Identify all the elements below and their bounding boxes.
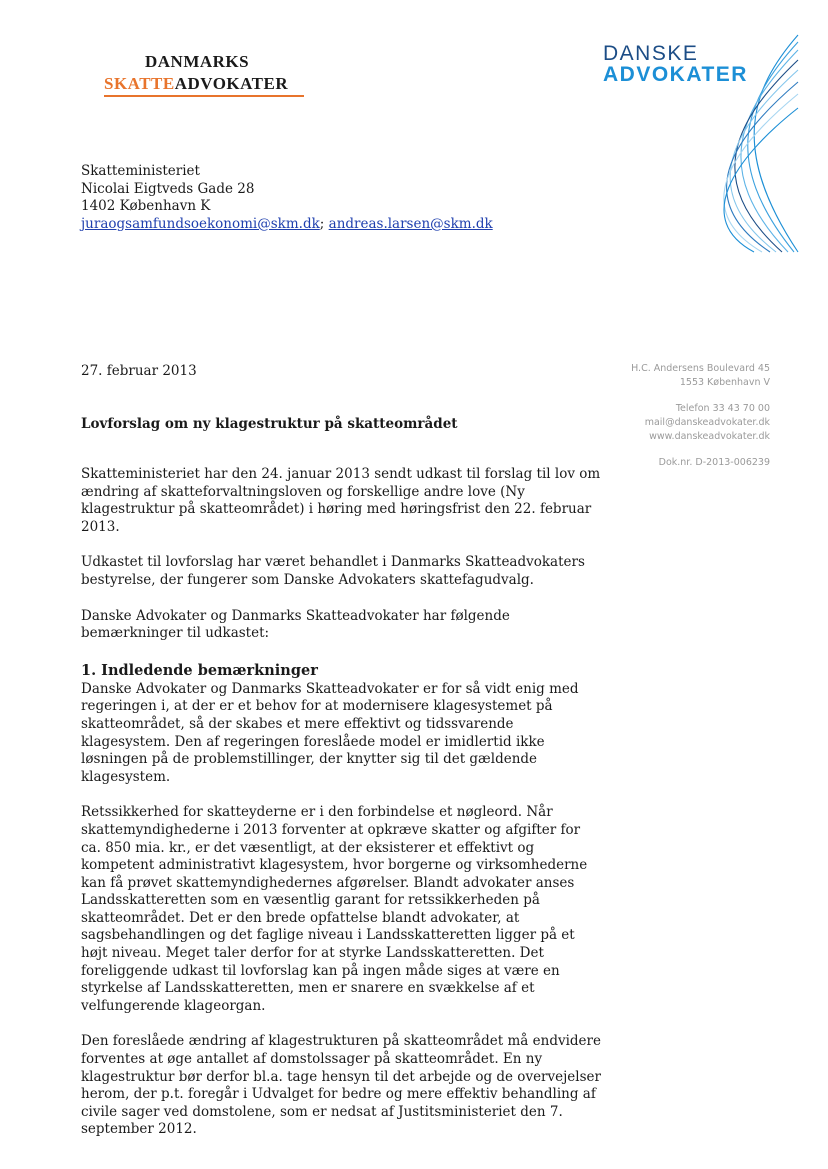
paragraph-2: Udkastet til lovforslag har været behandlet i Danmarks Skatteadvokaters bestyrelse, der fungerer som Danske Advokaters skattefagudvalg. xyxy=(81,554,585,588)
section-heading-1: 1. Indledende bemærkninger xyxy=(81,661,318,679)
sender-phone: Telefon 33 43 70 00 xyxy=(675,403,770,414)
logo-advokater: ADVOKATER xyxy=(174,74,289,93)
logo-line-danmarks: DANMARKS xyxy=(145,52,250,71)
sender-address2: 1553 København V xyxy=(679,377,770,388)
paragraph-4: Danske Advokater og Danmarks Skatteadvokater er for så vidt enig med regeringen i, at der er et behov for at modernisere klagesystemet på skatteområdet, så der skabes et mere effektivt og tidssvarende klagesystem. Den af regeringen foreslåede model er imidlertid ikke løsningen på de problemstillinger, der knytter sig til det gældende klagesystem. xyxy=(81,680,579,785)
paragraph-5: Retssikkerhed for skatteyderne er i den forbindelse et nøgleord. Når skattemyndighederne i 2013 forventer at opkræve skatter og afgifter for ca. 850 mia. kr., er det væsentligt, at der eksisterer et effektivt og kompetent administrativt klagesystem, hvor borgerne og virksomhederne kan få prøvet skattemyndighedernes afgørelser. Blandt advokater anses Landsskatteretten som en væsentlig garant for retssikkerheden på skatteområdet. Det er den brede opfattelse blandt advokater, at sagsbehandlingen og det faglige niveau i Landsskatteretten ligger på et højt niveau. Meget taler derfor for at styrke Landsskatteretten. Det foreliggende udkast til lovforslag kan på ingen måde siges at være en styrkelse af Landsskatteretten, men er snarere en svækkelse af et velfungerende klageorgan. xyxy=(81,804,588,1014)
sender-email: mail@danskeadvokater.dk xyxy=(644,417,770,428)
letter-body xyxy=(81,466,601,1157)
recipient-line1: Skatteministeriet xyxy=(81,163,200,179)
sender-info xyxy=(631,362,770,470)
email-separator: ; xyxy=(319,215,325,232)
paragraph-3: Danske Advokater og Danmarks Skatteadvokater har følgende bemærkninger til udkastet: xyxy=(81,607,510,642)
sender-web: www.danskeadvokater.dk xyxy=(649,431,770,442)
recipient-emails xyxy=(81,216,493,234)
danmarks-skatteadvokater-logo xyxy=(100,52,320,100)
danske-advokater-swoosh-graphic xyxy=(690,30,800,255)
email-link-jura[interactable]: juraogsamfundsoekonomi@skm.dk xyxy=(81,215,320,232)
letter-subject: Lovforslag om ny klagestruktur på skatteområdet xyxy=(81,416,458,432)
letter-date: 27. februar 2013 xyxy=(81,363,197,379)
document-number: Dok.nr. D-2013-006239 xyxy=(658,457,770,468)
paragraph-6: Den foreslåede ændring af klagestrukturen på skatteområdet må endvidere forventes at øge antallet af domstolssager på skatteområdet. En ny klagestruktur bør derfor bl.a. tage hensyn til det arbejde og de overvejelser herom, der p.t. foregår i Udvalget for bedre og mere effektiv behandling af civile sager ved domstolene, som er nedsat af Justitsministeriet den 7. september 2012. xyxy=(81,1033,601,1138)
danske-advokater-logo-line1: DANSKE xyxy=(603,42,699,65)
danske-advokater-logo-line2: ADVOKATER xyxy=(603,63,748,86)
recipient-line3: 1402 København K xyxy=(81,198,211,214)
recipient-address xyxy=(81,163,493,233)
sender-address1: H.C. Andersens Boulevard 45 xyxy=(631,363,770,374)
recipient-line2: Nicolai Eigtveds Gade 28 xyxy=(81,180,255,197)
logo-line-skatteadvokater xyxy=(104,74,288,94)
email-link-andreas[interactable]: andreas.larsen@skm.dk xyxy=(328,215,493,232)
paragraph-1: Skatteministeriet har den 24. januar 2013 sendt udkast til forslag til lov om ændring af skatteforvaltningsloven og forskellige andre love (Ny klagestruktur på skatteområdet) i høring med høringsfrist den 22. februar 2013. xyxy=(81,466,601,535)
logo-skatte: SKATTE xyxy=(104,74,175,93)
logo-underline xyxy=(104,95,304,97)
